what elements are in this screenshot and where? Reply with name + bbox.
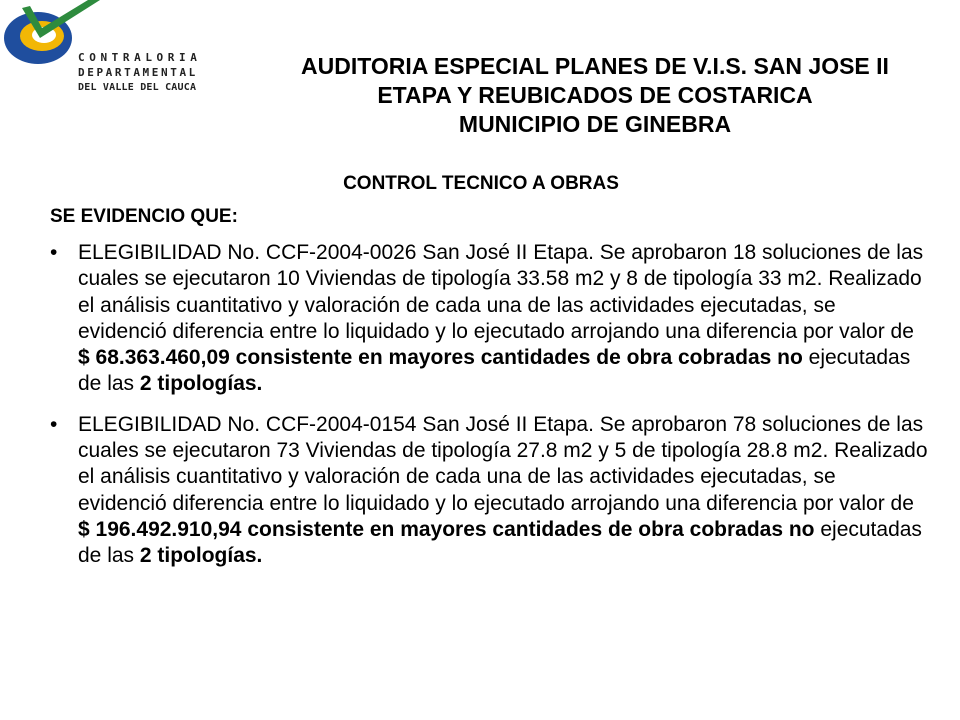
section-title: CONTROL TECNICO A OBRAS xyxy=(343,173,619,194)
bullet-text xyxy=(78,412,930,570)
bullet-text xyxy=(78,240,930,398)
bullet-list xyxy=(50,240,930,584)
bullet-item xyxy=(50,240,930,398)
evidence-label: SE EVIDENCIO QUE: xyxy=(50,206,238,227)
bullet-item xyxy=(50,412,930,570)
logo-line-2: DEPARTAMENTAL xyxy=(78,66,198,79)
page-title xyxy=(240,52,950,139)
bullet-intro: ELEGIBILIDAD No. CCF-2004-0026 San José II Etapa. Se aprobaron 18 soluciones de las cuales se ejecutaron 10 Viviendas de tipología 33.58 m2 y 8 de tipología 33 m2. Realizado el análisis cuantitativo y valoración de cada una de las actividades ejecutadas, se evidenció diferencia entre lo liquidado y lo ejecutado arrojando una diferencia por valor de xyxy=(78,241,924,343)
bullet-icon: • xyxy=(50,412,58,436)
title-line-1: AUDITORIA ESPECIAL PLANES DE V.I.S. SAN JOSE II xyxy=(301,53,889,79)
bullet-amount: $ 196.492.910,94 consistente en mayores cantidades de obra cobradas no xyxy=(78,517,815,541)
contraloria-logo xyxy=(0,0,240,120)
bullet-end: 2 tipologías. xyxy=(139,544,263,568)
bullet-end: 2 tipologías. xyxy=(139,372,263,396)
title-line-3: MUNICIPIO DE GINEBRA xyxy=(458,111,732,137)
logo-line-3: DEL VALLE DEL CAUCA xyxy=(78,82,197,93)
bullet-amount: $ 68.363.460,09 consistente en mayores cantidades de obra cobradas no xyxy=(78,346,803,370)
bullet-intro: ELEGIBILIDAD No. CCF-2004-0154 San José II Etapa. Se aprobaron 78 soluciones de las cuales se ejecutaron 73 Viviendas de tipología 27.8 m2 y 5 de tipología 28.8 m2. Realizado el análisis cuantitativo y valoración de cada una de las actividades ejecutadas, se evidenció diferencia entre lo liquidado y lo ejecutado arrojando una diferencia por valor de xyxy=(78,412,928,515)
bullet-icon: • xyxy=(50,241,58,264)
logo-line-1: CONTRALORIA xyxy=(78,51,202,64)
title-line-2: ETAPA Y REUBICADOS DE COSTARICA xyxy=(377,82,813,108)
logo-wordmark xyxy=(78,50,238,95)
bullet-mid: ejecutadas de las xyxy=(78,517,922,568)
bullet-mid: ejecutadas de las xyxy=(78,346,911,396)
